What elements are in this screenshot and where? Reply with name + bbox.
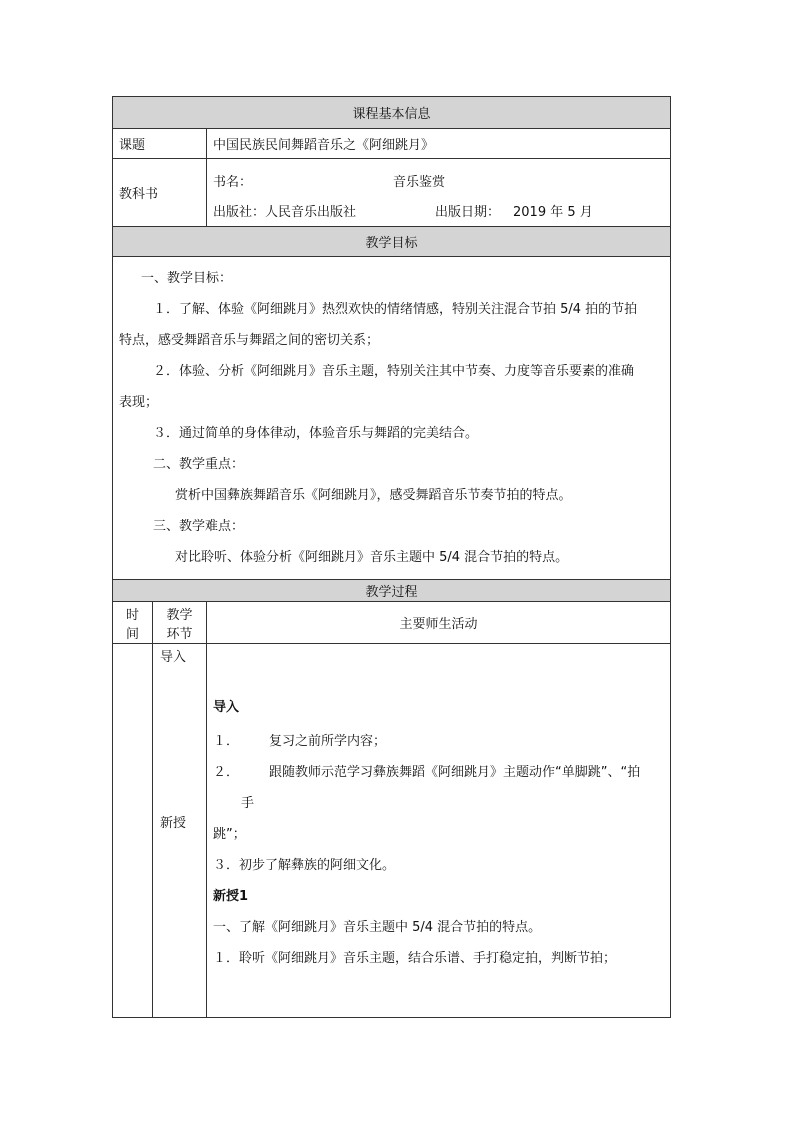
goals-line: 二、教学重点： [153,457,245,472]
item3: ３．初步了解彝族的阿细文化。 [213,858,396,873]
goals-line: 一、教学目标： [141,271,233,286]
process-stage-cell [153,644,207,1018]
column-time-line1: 时 [125,607,139,623]
column-stage [153,602,207,644]
item1-text: 复习之前所学内容； [269,734,387,749]
item2-cont1: 手 [241,796,255,811]
column-activity: 主要师生活动 [207,602,671,644]
process-time-cell [113,644,153,1018]
topic-label: 课题 [113,129,207,159]
pub-date-label: 出版日期： [435,204,501,220]
stage-new: 新授 [160,816,187,831]
new-title: 新授1 [213,889,249,904]
book-name-value: 音乐鉴赏 [393,174,446,190]
textbook-label: 教科书 [113,159,207,227]
item1-num: １． [213,734,240,749]
textbook-info [207,159,671,227]
goals-line: 三、教学难点： [153,519,245,534]
item2-text: 跟随教师示范学习彝族舞蹈《阿细跳月》主题动作“单脚跳”、“拍 [269,765,641,780]
publisher-label: 出版社：人民音乐出版社 [213,204,357,220]
goals-header: 教学目标 [113,227,671,257]
basic-info-header: 课程基本信息 [113,97,671,129]
goals-line: 对比聆听、体验分析《阿细跳月》音乐主题中 5/4 混合节拍的特点。 [175,550,569,565]
goals-body [113,257,671,580]
item2-cont2: 跳”； [213,827,246,842]
goals-line: ３．通过简单的身体律动，体验音乐与舞蹈的完美结合。 [153,426,479,441]
process-header: 教学过程 [113,580,671,602]
goals-line: １．了解、体验《阿细跳月》热烈欢快的情绪情感，特别关注混合节拍 5/4 拍的节拍 [153,302,638,317]
lesson-plan-table [112,96,671,1018]
topic-value: 中国民族民间舞蹈音乐之《阿细跳月》 [207,129,671,159]
goals-line: ２．体验、分析《阿细跳月》音乐主题，特别关注其中节奏、力度等音乐要素的准确 [153,364,635,379]
pub-date-value: 2019 年 5 月 [513,204,593,220]
stage-intro: 导入 [160,650,187,665]
item2-num: ２． [213,765,240,780]
column-stage-line2: 环节 [166,626,193,642]
intro-title: 导入 [213,700,240,715]
book-name-label: 书名： [213,174,253,190]
process-activity-cell [207,644,671,1018]
lesson-plan-document [112,96,670,1018]
column-stage-line1: 教学 [166,607,193,623]
goals-line: 赏析中国彝族舞蹈音乐《阿细跳月》，感受舞蹈音乐节奏节拍的特点。 [175,488,572,503]
goals-line: 表现； [119,395,159,410]
column-time-line2: 间 [125,626,139,642]
column-time [113,602,153,644]
new-line2: １．聆听《阿细跳月》音乐主题，结合乐谱、手打稳定拍，判断节拍； [213,951,617,966]
goals-line: 特点，感受舞蹈音乐与舞蹈之间的密切关系； [119,333,380,348]
new-line1: 一、了解《阿细跳月》音乐主题中 5/4 混合节拍的特点。 [213,920,542,935]
